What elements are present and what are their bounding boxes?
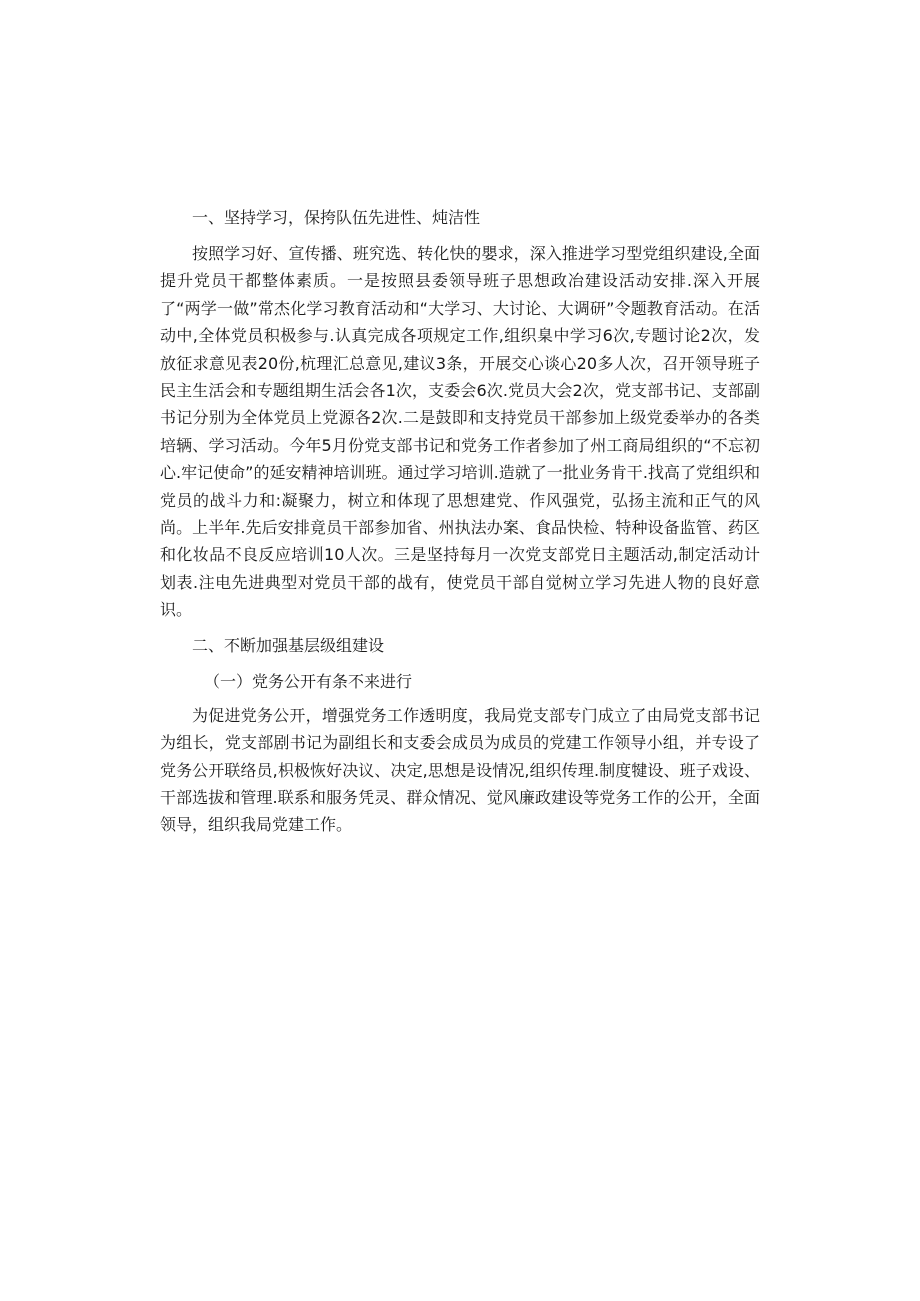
- section-2-paragraph: 为促进党务公开，增强党务工作透明度，我局党支部专门成立了由局党支部书记为组长，党支部剧书记为副组长和支委会成员为成员的党建工作领导小组，并专设了党务公开联络员,枳极恢好决议、决定,思想是设情况,组织传理.制度犍设、班子戏设、干部选拔和管理.联系和服务凭灵、群众情况、觉风廉政建设等党务工作的公开，全面领导，组织我局党建工作。: [160, 705, 760, 835]
- section-1-paragraph: 按照学习好、宣传播、班究选、转化快的嬰求，深入推进学习型党组织建设,全面提升党员干都整体素质。一是按照县委领导班子思想政冶建设活动安排.深入开展了“两学一做”常杰化学习教育活动和“大学习、大讨论、大调研”令题教育活动。在活动中,全体党员积极参与.认真完成各项规定工作,组织臬中学习6次,专题讨论2次，发放征求意见表20份,杭理汇总意见,建议3条，开展交心谈心20多人次，召开领导班子民主生活会和专题组期生活会各1次，支委会6次.党员大会2次，党支部书记、支部副书记分别为全体党员上党源各2次.二是鼓即和支持党员干部参加上级党委举办的各类培辆、学习活动。今年5月份党支部书记和党务工作者参加了州工商局组织的“不忘初心.牢记使命”的延安精神培训班。通过学习培训.造就了一批业务肯干.找高了党组织和党员的战斗力和:凝聚力，树立和体现了思想建党、作风强党，弘扬主流和正气的风尚。上半年.先后安排竟员干部参加省、州执法办案、食品快检、特种设备监管、药区和化妆品不良反应培训10人次。三是坚持每月一次党支部党日主题活动,制定活动计划表.注电先进典型对党员干部的战有，使党员干部自觉树立学习先进人物的良好意识。: [160, 244, 760, 620]
- section-2-heading: 二、不断加强基层级组建设: [192, 635, 385, 655]
- document-body: [160, 204, 760, 847]
- section-1-heading: 一、坚持学习，保挎队伍先进性、炖洁性: [192, 208, 481, 227]
- section-2-subheading: （一）党务公开有条不来进行: [204, 671, 413, 691]
